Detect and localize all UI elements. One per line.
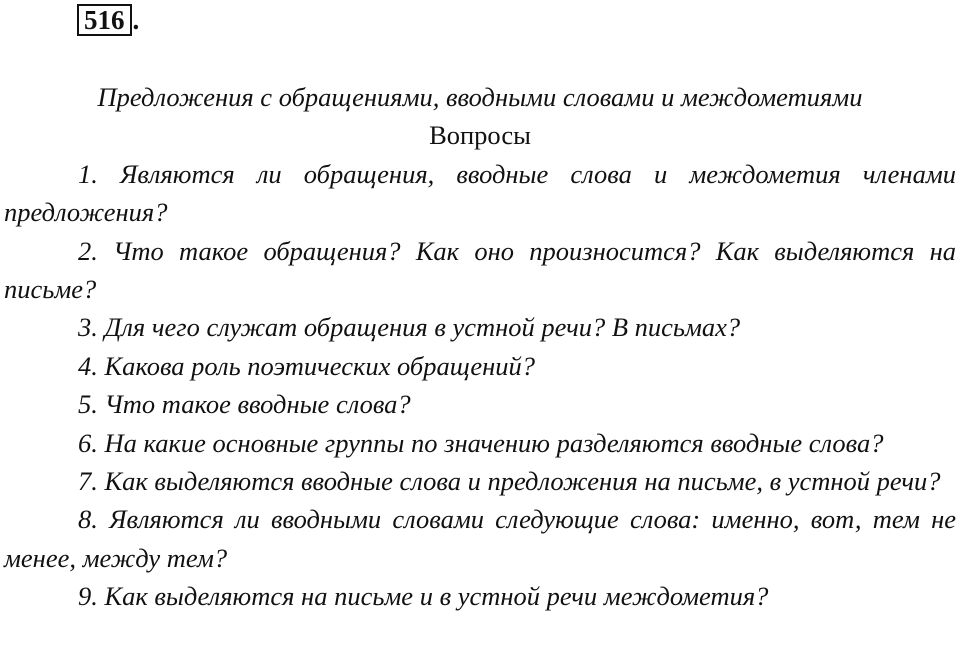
question-item: 6. На какие основные группы по значению разделяются вводные слова? (78, 427, 884, 458)
exercise-title: Предложения с обращениями, вводными словами и междометиями (97, 82, 863, 112)
question-item: 5. Что такое вводные слова? (78, 389, 411, 420)
question-item: 7. Как выделяются вводные слова и предложения на письме, в устной речи? (78, 466, 941, 497)
question-item: 4. Какова роль поэтических обращений? (78, 350, 536, 381)
exercise-subtitle: Вопросы (429, 120, 531, 151)
exercise-number (77, 4, 139, 36)
exercise-number-box: 516 (77, 4, 132, 36)
exercise-number-suffix: . (132, 5, 140, 35)
question-item: 9. Как выделяются на письме и в устной речи междометия? (78, 581, 769, 612)
exercise-content (4, 78, 956, 616)
question-item: 3. Для чего служат обращения в устной речи? В письмах? (78, 312, 741, 343)
question-item: 2. Что такое обращения? Как оно произносится? Как выделяются на письме? (4, 235, 956, 305)
question-item: 8. Являются ли вводными словами следующие слова: именно, вот, тем не менее, между тем? (4, 504, 956, 573)
question-item: 1. Являются ли обращения, вводные слова и междометия членами предложения? (4, 158, 956, 228)
